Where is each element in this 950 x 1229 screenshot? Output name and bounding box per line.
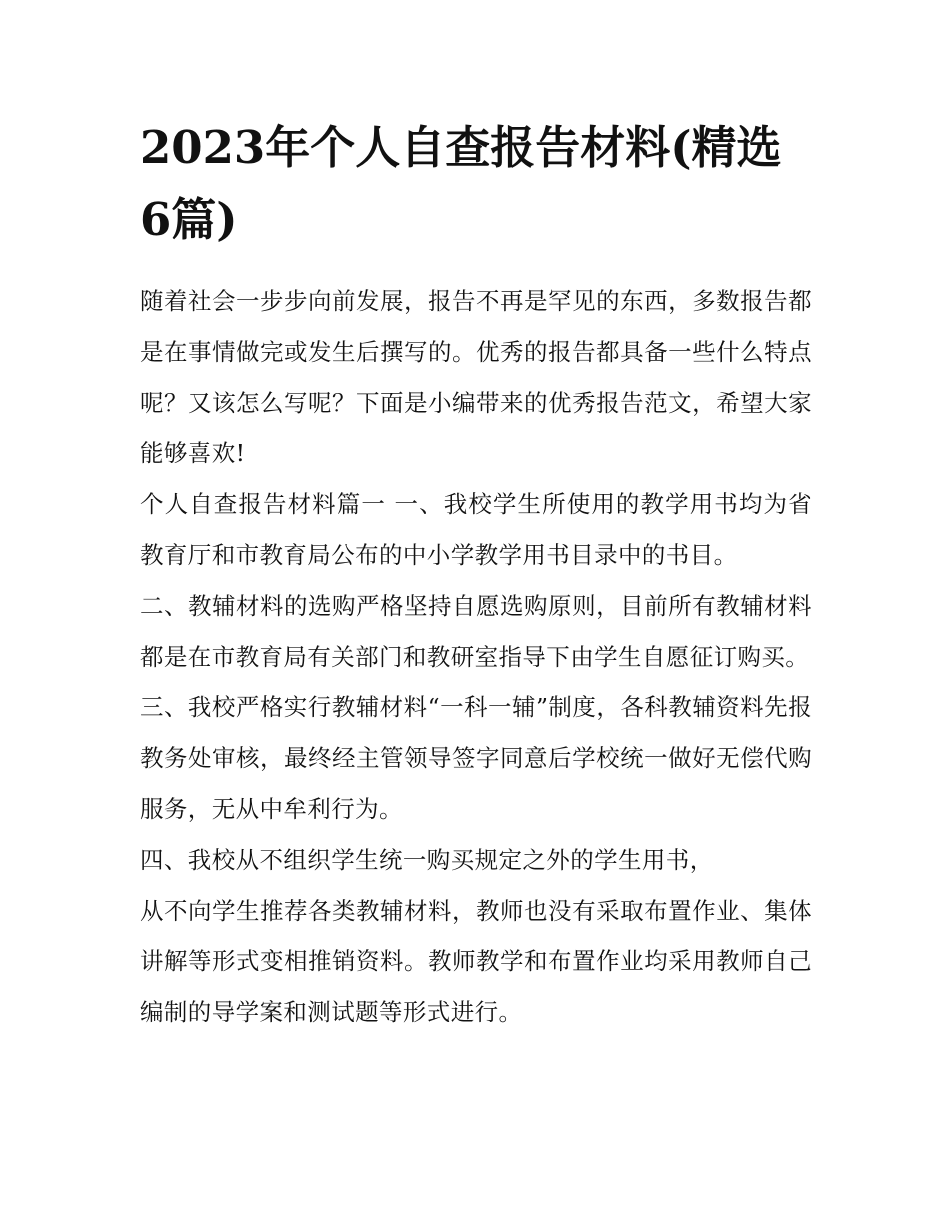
paragraph-section-three: 三、我校严格实行教辅材料“一科一辅”制度，各科教辅资料先报教务处审核，最终经主管领导签字同意后学校统一做好无偿代购服务，无从中牟利行为。 xyxy=(140,693,812,823)
paragraph-section-four: 四、我校从不组织学生统一购买规定之外的学生用书， xyxy=(140,845,714,874)
paragraph-section-two: 二、教辅材料的选购严格坚持自愿选购原则，目前所有教辅材料都是在市教育局有关部门和教研室指导下由学生自愿征订购买。 xyxy=(140,591,812,671)
document-title: 2023年个人自查报告材料(精选6篇) xyxy=(140,121,782,246)
paragraph-section-four-continued: 从不向学生推荐各类教辅材料，教师也没有采取布置作业、集体讲解等形式变相推销资料。教师教学和布置作业均采用教师自己编制的导学案和测试题等形式进行。 xyxy=(140,896,812,1027)
paragraph-section-one: 个人自查报告材料篇一 一、我校学生所使用的教学用书均为省教育厅和市教育局公布的中小学教学用书目录中的书目。 xyxy=(140,490,812,569)
document-page xyxy=(140,112,812,1038)
paragraph-intro: 随着社会一步步向前发展，报告不再是罕见的东西，多数报告都是在事情做完或发生后撰写的。优秀的报告都具备一些什么特点呢？又该怎么写呢？下面是小编带来的优秀报告范文，希望大家能够喜欢! xyxy=(140,287,812,468)
